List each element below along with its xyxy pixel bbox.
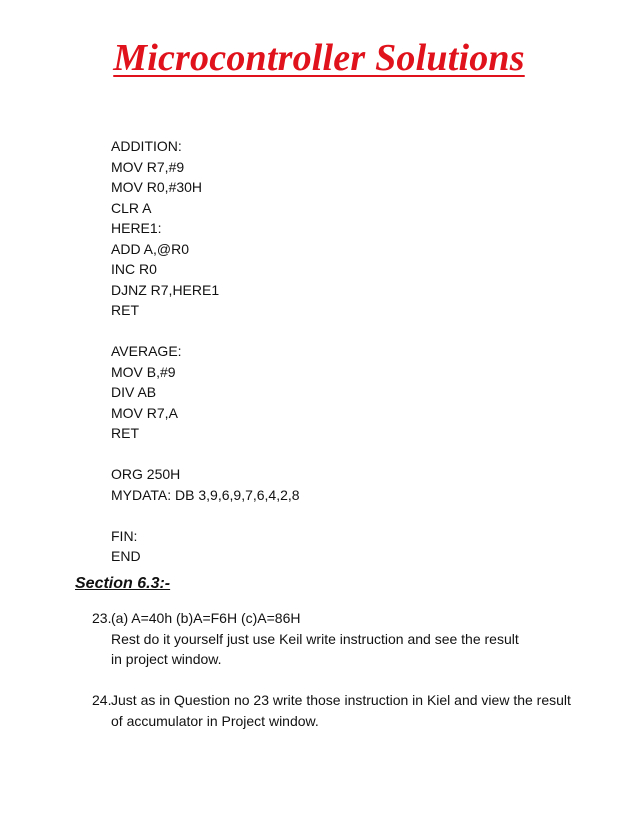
question-24 <box>92 690 571 731</box>
code-listing <box>111 136 300 567</box>
code-line: DIV AB <box>111 384 157 400</box>
question-number: 24. <box>92 692 112 708</box>
page-title: Microcontroller Solutions <box>113 37 525 79</box>
question-text-line: Rest do it yourself just use Keil write instruction and see the result <box>111 630 519 647</box>
code-blank-line <box>111 505 300 526</box>
code-line: RET <box>111 425 139 441</box>
code-blank-line <box>111 444 300 465</box>
section-heading: Section 6.3:- <box>75 575 171 592</box>
code-line: MOV R7,A <box>111 404 178 421</box>
question-first-line <box>92 608 519 629</box>
question-text-line: in project window. <box>111 651 222 667</box>
code-line: RET <box>111 302 139 318</box>
code-line: END <box>111 548 141 564</box>
question-23 <box>92 608 519 670</box>
code-line: AVERAGE: <box>111 343 182 359</box>
code-line: INC R0 <box>111 261 157 277</box>
question-first-line <box>92 690 571 711</box>
question-text-line: of accumulator in Project window. <box>111 712 319 729</box>
code-line: MOV B,#9 <box>111 363 176 380</box>
question-number: 23. <box>92 610 112 626</box>
code-line: MOV R7,#9 <box>111 158 185 175</box>
code-line: CLR A <box>111 199 152 216</box>
code-line: ORG 250H <box>111 466 181 482</box>
code-line: ADDITION: <box>111 138 182 154</box>
question-text: Just as in Question no 23 write those instruction in Kiel and view the result <box>111 692 571 708</box>
code-line: MYDATA: DB 3,9,6,9,7,6,4,2,8 <box>111 486 300 503</box>
code-blank-line <box>111 321 300 342</box>
code-line: ADD A,@R0 <box>111 240 190 257</box>
code-line: FIN: <box>111 527 138 544</box>
code-line: MOV R0,#30H <box>111 179 203 195</box>
question-text: (a) A=40h (b)A=F6H (c)A=86H <box>111 610 301 626</box>
code-line: DJNZ R7,HERE1 <box>111 281 220 298</box>
code-line: HERE1: <box>111 220 162 236</box>
